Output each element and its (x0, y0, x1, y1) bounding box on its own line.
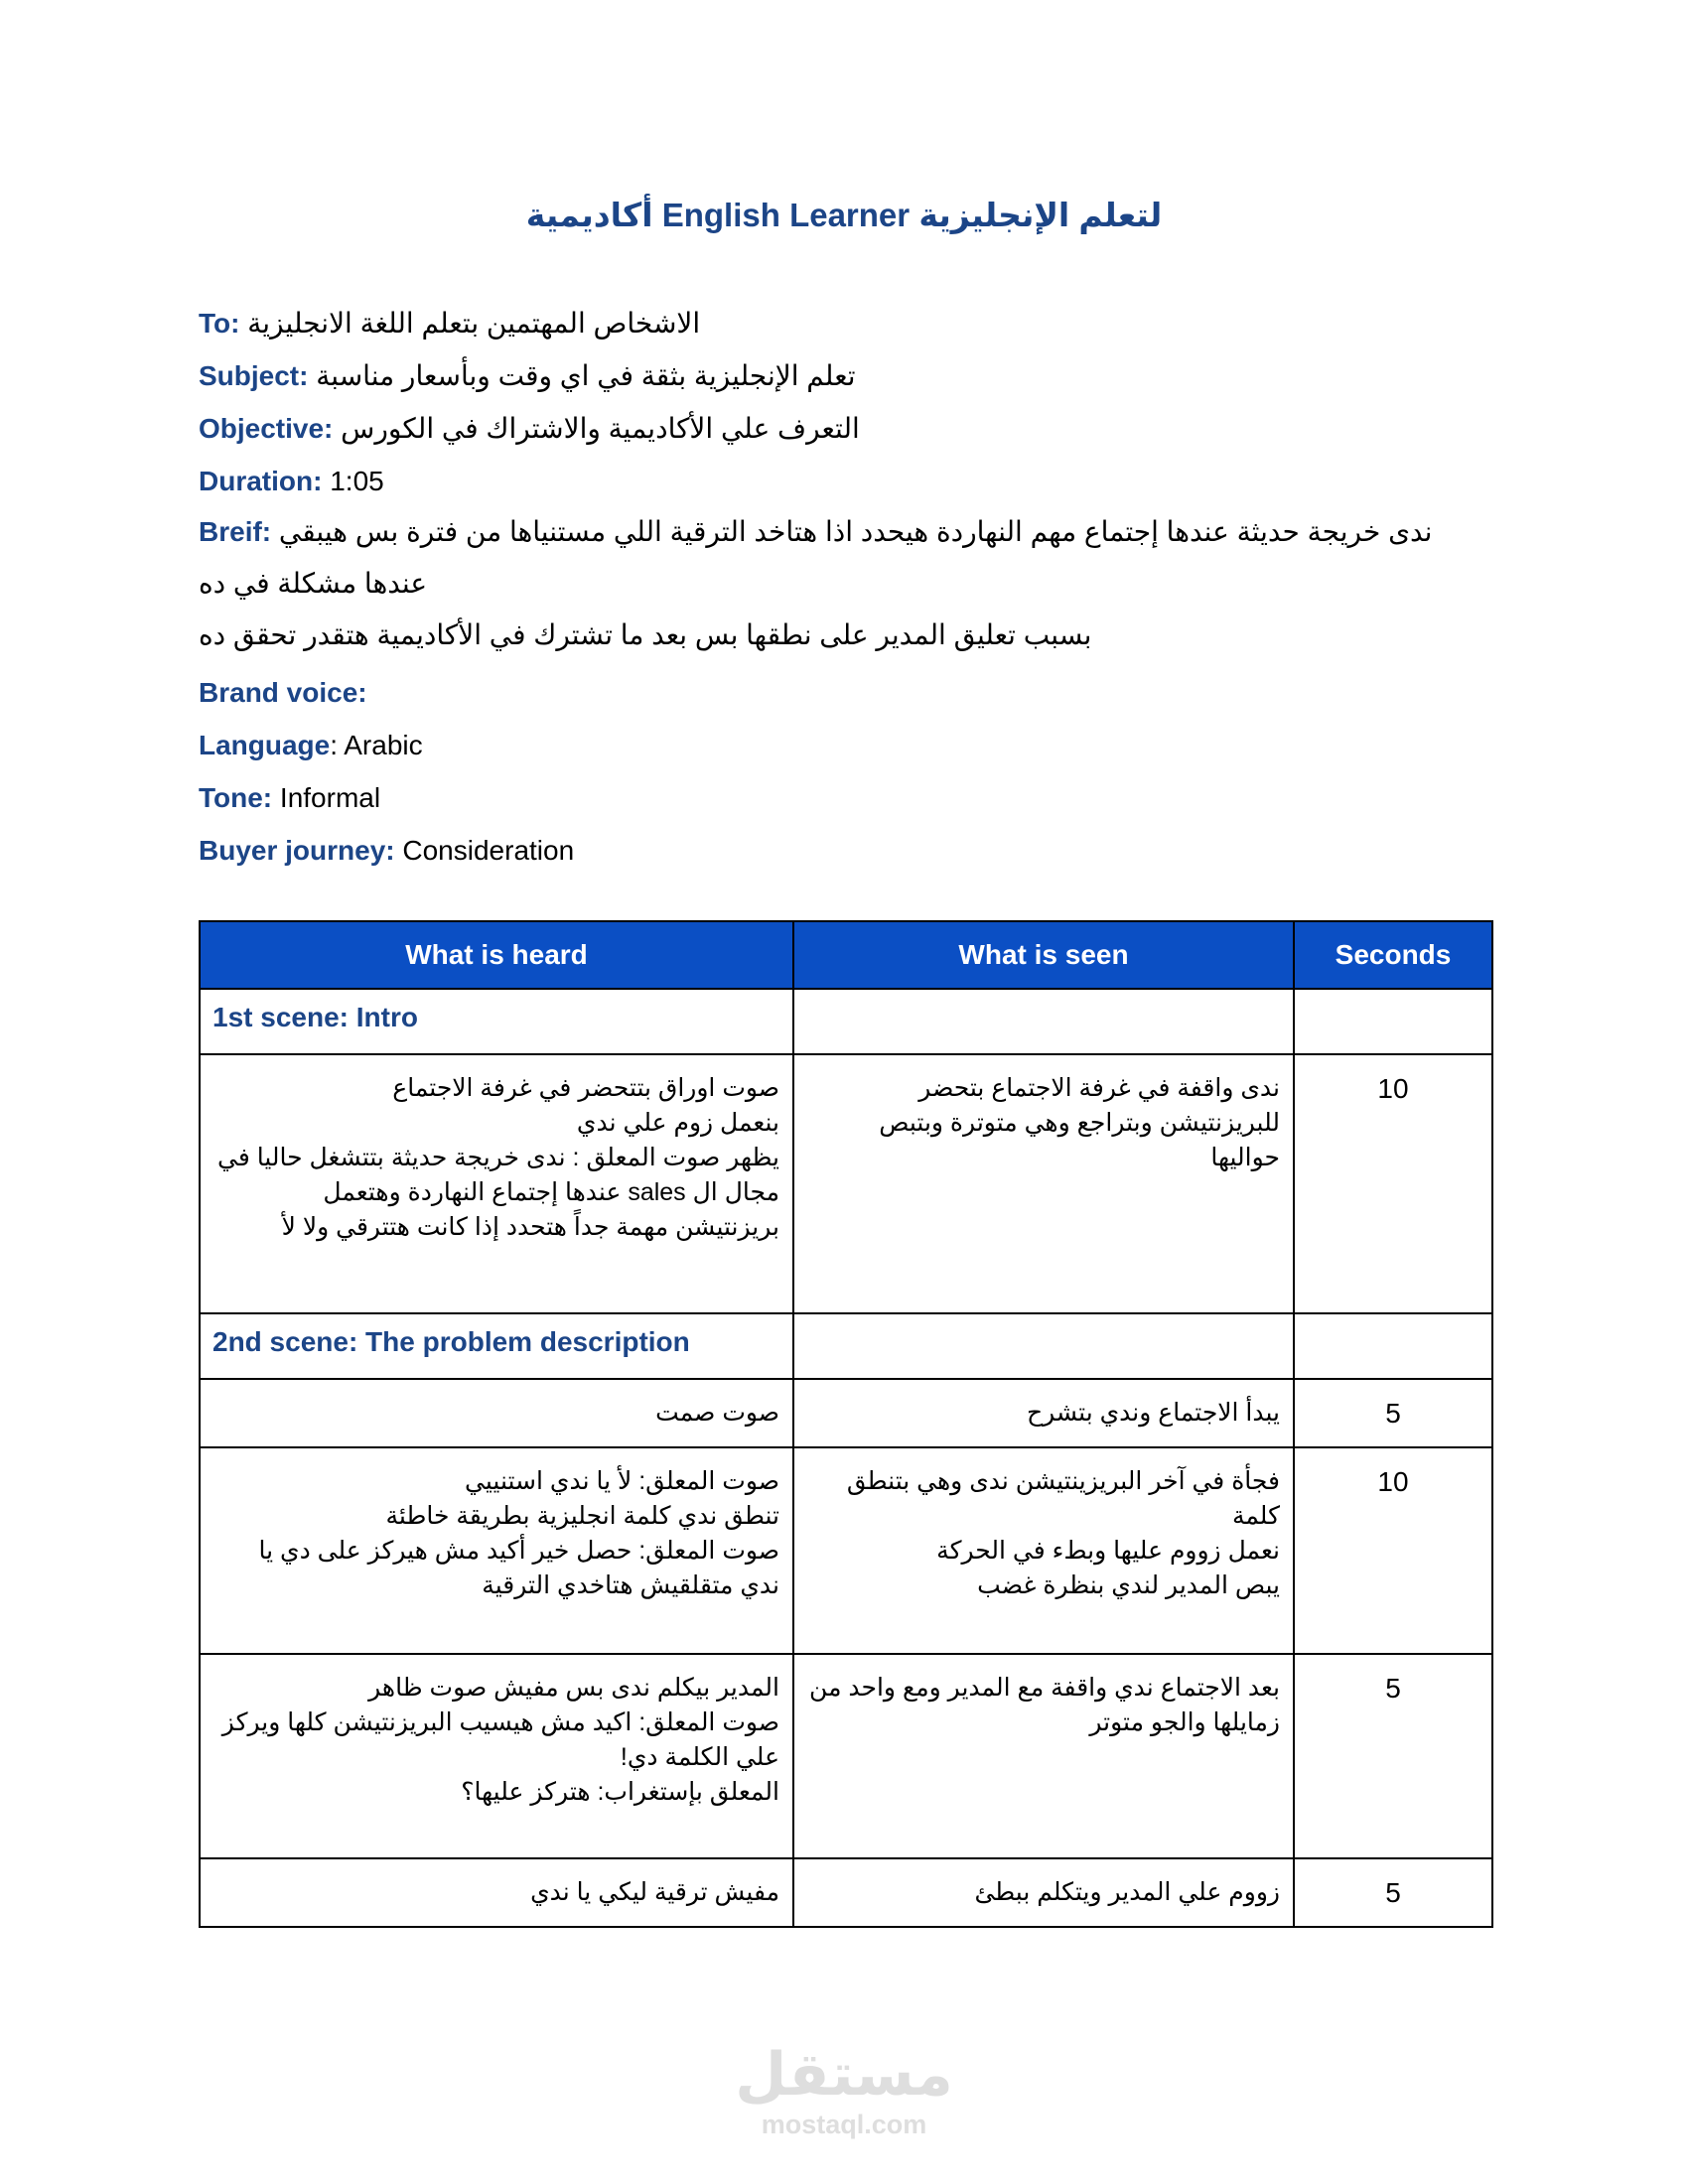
brief-field (199, 506, 1489, 661)
seen-cell (793, 1054, 1294, 1313)
seen-cell (793, 1447, 1294, 1654)
language-field (199, 726, 423, 765)
brief-text-2: بسبب تعليق المدير على نطقها بس بعد ما تشترك في الأكاديمية هتقدر تحقق ده (199, 619, 1092, 650)
seen-line: يبدأ الاجتماع وندي بتشرح (1026, 1399, 1280, 1427)
to-value: الاشخاص المهتمين بتعلم اللغة الانجليزية (247, 308, 701, 339)
seen-line: فجأة في آخر البريزينتيشن ندى وهي بتنطق كلمة (846, 1467, 1280, 1530)
buyer-journey-field (199, 831, 574, 871)
heard-cell (200, 1379, 793, 1447)
brief-label: Breif: (199, 516, 272, 547)
heard-cell (200, 1447, 793, 1654)
empty-cell (1294, 989, 1492, 1054)
mostaql-url: mostaql.com (761, 2110, 927, 2139)
seconds-cell: 5 (1294, 1858, 1492, 1927)
seen-cell (793, 1379, 1294, 1447)
seen-line: حواليها (1210, 1144, 1280, 1171)
objective-field (199, 409, 860, 449)
heard-line: صوت المعلق: لأ يا ندي استنييي (465, 1467, 779, 1495)
heard-line: صوت صمت (655, 1399, 779, 1427)
seconds-cell: 5 (1294, 1654, 1492, 1858)
seen-cell (793, 1858, 1294, 1927)
table-row (200, 1379, 1492, 1447)
heard-line: صوت اوراق بتتحضر في غرفة الاجتماع (392, 1074, 779, 1102)
seconds-cell: 5 (1294, 1379, 1492, 1447)
buyer-journey-value: Consideration (394, 835, 575, 866)
scene-row (200, 1313, 1492, 1379)
tone-value: Informal (272, 782, 381, 813)
tone-label: Tone: (199, 782, 273, 813)
heard-line: بنعمل زوم علي ندي (576, 1109, 779, 1137)
brief-line-1 (199, 506, 1489, 610)
header-what-is-seen: What is seen (793, 921, 1294, 989)
seen-line: زووم علي المدير ويتكلم ببطئ (974, 1878, 1280, 1906)
table-row (200, 1054, 1492, 1313)
heard-line: صوت المعلق: حصل خير أكيد مش هيركز على دي يا (258, 1537, 779, 1565)
scene-1-label: 1st scene: Intro (200, 989, 793, 1054)
header-what-is-heard: What is heard (200, 921, 793, 989)
brand-voice-label: Brand voice: (199, 677, 367, 708)
heard-cell (200, 1654, 793, 1858)
to-field (199, 304, 700, 343)
scene-2-label: 2nd scene: The problem description (200, 1313, 793, 1379)
heard-line: تنطق ندي كلمة انجليزية بطريقة خاطئة (385, 1502, 779, 1530)
heard-line: علي الكلمة دي! (620, 1743, 779, 1771)
script-table (199, 920, 1493, 1928)
subject-field (199, 356, 856, 396)
brief-text-1: ندى خريجة حديثة عندها إجتماع مهم النهاردة هيحدد اذا هتاخد الترقية اللي مستنياها من فترة بس هيبقي عندها مشكلة في ده (199, 516, 1433, 599)
language-label: Language (199, 730, 331, 760)
heard-line: يظهر صوت المعلق : ندى خريجة حديثة بتتشغل حاليا في (217, 1144, 779, 1171)
heard-line: المعلق بإستغراب: هتركز عليها؟ (461, 1778, 779, 1806)
table-row (200, 1654, 1492, 1858)
seen-line: للبريزنتيشن وبتراجع وهي متوترة وبتبص (879, 1109, 1280, 1137)
seen-line: ندى واقفة في غرفة الاجتماع بتحضر (918, 1074, 1280, 1102)
empty-cell (793, 989, 1294, 1054)
heard-line: المدير بيكلم ندى بس مفيش صوت ظاهر (368, 1674, 779, 1702)
header-seconds: Seconds (1294, 921, 1492, 989)
seen-line: نعمل زووم عليها وبطء في الحركة (936, 1537, 1280, 1565)
empty-cell (1294, 1313, 1492, 1379)
objective-label: Objective: (199, 413, 334, 444)
seen-line: زمايلها والجو متوتر (1089, 1708, 1280, 1736)
table-row (200, 1858, 1492, 1927)
mostaql-watermark (723, 2040, 965, 2139)
heard-cell (200, 1054, 793, 1313)
seconds-cell: 10 (1294, 1054, 1492, 1313)
subject-value: تعلم الإنجليزية بثقة في اي وقت وبأسعار مناسبة (316, 360, 856, 391)
seen-line: بعد الاجتماع ندي واقفة مع المدير ومع واحد من (809, 1674, 1280, 1702)
buyer-journey-label: Buyer journey: (199, 835, 395, 866)
heard-cell (200, 1858, 793, 1927)
heard-line: بريزنتيشن مهمة جداً هتحدد إذا كانت هتترقي ولا لأ (281, 1213, 779, 1241)
objective-value: التعرف علي الأكاديمية والاشتراك في الكورس (341, 413, 860, 444)
duration-label: Duration: (199, 466, 323, 496)
seen-line: يبص المدير لندي بنظرة غضب (977, 1571, 1280, 1599)
empty-cell (793, 1313, 1294, 1379)
document-title: أكاديمية English Learner لتعلم الإنجليزية (525, 197, 1163, 233)
brand-voice-field (199, 673, 367, 713)
scene-row (200, 989, 1492, 1054)
language-value: : Arabic (330, 730, 423, 760)
seconds-cell: 10 (1294, 1447, 1492, 1654)
heard-line: ندي متقلقيش هتاخدي الترقية (482, 1571, 779, 1599)
mostaql-logo: مستقل (735, 2041, 953, 2108)
duration-field (199, 462, 384, 501)
seen-cell (793, 1654, 1294, 1858)
subject-label: Subject: (199, 360, 309, 391)
tone-field (199, 778, 380, 818)
heard-line: مفيش ترقية ليكي يا ندي (530, 1878, 779, 1906)
table-row (200, 1447, 1492, 1654)
table-header-row (200, 921, 1492, 989)
heard-line: مجال ال sales عندها إجتماع النهاردة وهتعمل (323, 1178, 779, 1206)
duration-value: 1:05 (330, 466, 384, 496)
heard-line: صوت المعلق: اكيد مش هيسيب البريزنتيشن كلها ويركز (221, 1708, 779, 1736)
to-label: To: (199, 308, 240, 339)
